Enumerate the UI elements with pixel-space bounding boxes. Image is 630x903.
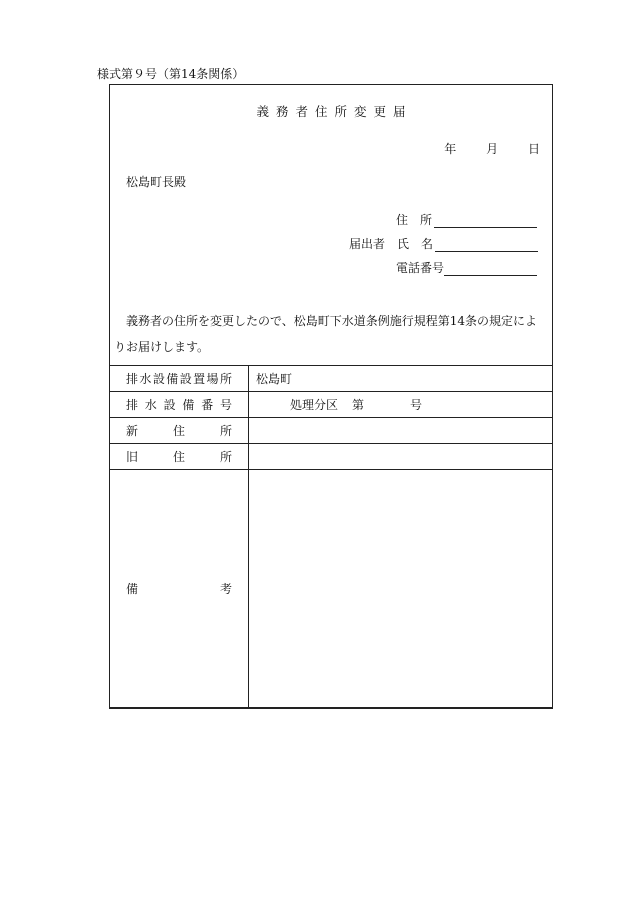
table-row xyxy=(110,392,553,418)
table-row xyxy=(110,418,553,444)
label-old-address: 旧 住 所 xyxy=(126,450,232,464)
form-number-label: 様式第９号（第14条関係） xyxy=(97,67,245,81)
label-remarks: 備 考 xyxy=(126,582,232,596)
document-title: 義務者住所変更届 xyxy=(256,104,413,119)
phone-label: 電話番号 xyxy=(396,261,445,275)
date-year-label: 年 xyxy=(444,142,457,156)
statement-text: 義務者の住所を変更したので、松島町下水道条例施行規程第14条の規定によりお届けします。 xyxy=(114,314,538,354)
table-row xyxy=(110,366,553,392)
address-label: 住所 xyxy=(396,213,445,227)
label-drainage-location: 排 水 設 備 設 置 場 所 xyxy=(126,372,232,386)
value-drainage-number[interactable] xyxy=(249,392,553,418)
label-drainage-number: 排 水 設 備 番 号 xyxy=(126,398,232,412)
label-cell-new-address xyxy=(110,418,249,444)
form-frame xyxy=(109,84,553,709)
value-remarks[interactable] xyxy=(249,470,553,708)
value-new-address[interactable] xyxy=(249,418,553,444)
label-cell-drainage-number xyxy=(110,392,249,418)
label-cell-remarks xyxy=(110,470,249,708)
phone-field xyxy=(396,259,537,276)
table-row xyxy=(110,444,553,470)
phone-line[interactable] xyxy=(444,262,537,276)
value-old-address[interactable] xyxy=(249,444,553,470)
date-month-label: 月 xyxy=(486,142,499,156)
address-line[interactable] xyxy=(434,214,537,228)
name-field xyxy=(349,235,538,252)
date-day-label: 日 xyxy=(527,142,540,156)
label-cell-drainage-location xyxy=(110,366,249,392)
drainage-number-value: 処理分区 第 号 xyxy=(290,398,423,412)
name-label: 氏名 xyxy=(397,237,446,251)
details-table xyxy=(109,365,553,708)
label-cell-old-address xyxy=(110,444,249,470)
value-drainage-location[interactable]: 松島町 xyxy=(249,366,553,392)
table-row xyxy=(110,470,553,708)
address-field xyxy=(396,211,537,228)
date-line xyxy=(444,140,540,157)
notifier-role-label: 届出者 xyxy=(349,237,386,251)
addressee: 松島町長殿 xyxy=(126,175,187,189)
label-new-address: 新 住 所 xyxy=(126,424,232,438)
name-line[interactable] xyxy=(435,238,538,252)
